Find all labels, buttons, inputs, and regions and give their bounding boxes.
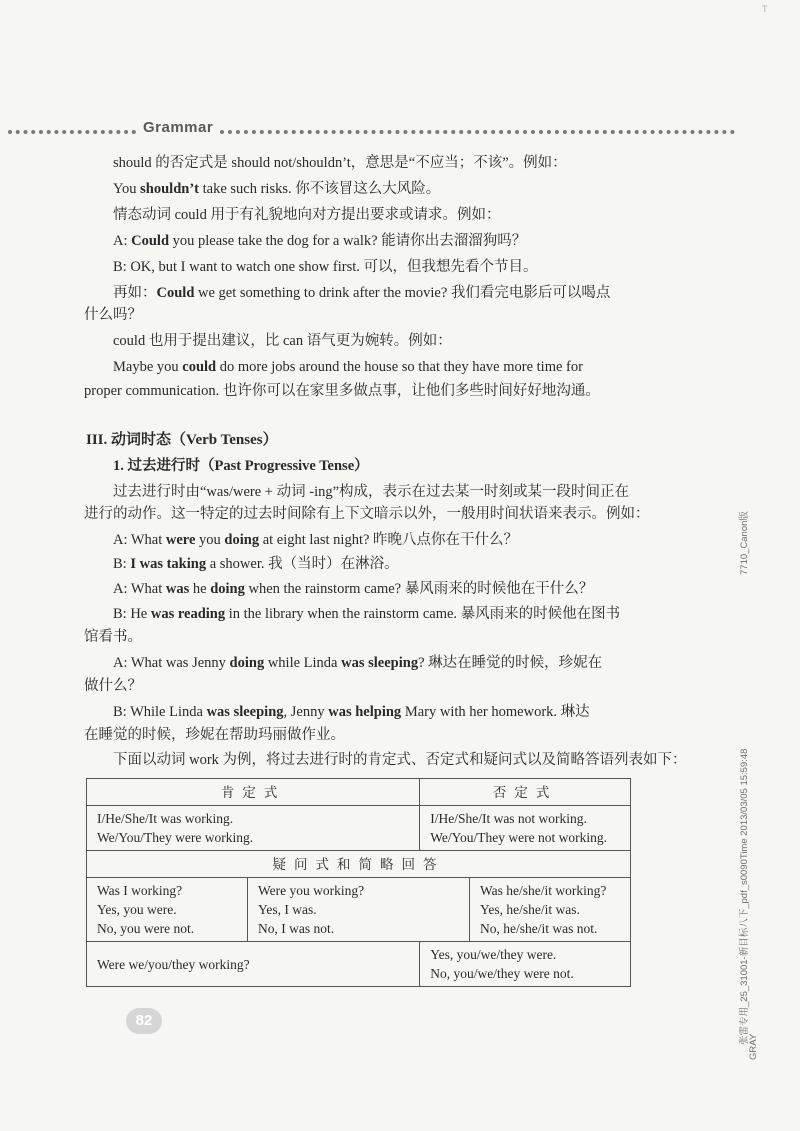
section-heading: III. 动词时态（Verb Tenses） [86, 432, 278, 448]
page-number: 82 [126, 1008, 162, 1034]
side-note: 张雷专用_25_31001-新目标八下_pdf_s0090Time 2013/03/05 15:59:48 [739, 748, 750, 1045]
header-title: Grammar [143, 119, 214, 136]
header-dots-right [220, 120, 735, 134]
text-line: could 也用于提出建议，比 can 语气更为婉转。例如： [113, 333, 452, 349]
side-note: GRAY [748, 1033, 759, 1060]
question-header: 疑问式和简略回答 [87, 851, 631, 878]
question-cell: Were you working? Yes, I was. No, I was not. [248, 878, 470, 942]
affirmative-header: 肯定式 [87, 779, 420, 806]
corner-mark: T [762, 4, 768, 14]
text-line: B: He was reading in the library when the rainstorm came. 暴风雨来的时候他在图书 [113, 606, 621, 622]
text-line: A: What was he doing when the rainstorm came? 暴风雨来的时候他在干什么？ [113, 581, 594, 597]
negative-cell: I/He/She/It was not working. We/You/They were not working. [420, 806, 631, 851]
text-line: 做什么？ [84, 678, 142, 694]
text-line: B: While Linda was sleeping, Jenny was helping Mary with her homework. 琳达 [113, 704, 590, 720]
text-line: A: Could you please take the dog for a walk? 能请你出去溜溜狗吗？ [113, 233, 527, 249]
text-line: 进行的动作。这一特定的过去时间除有上下文暗示以外，一般用时间状语来表示。例如： [84, 506, 650, 522]
text-line: 情态动词 could 用于有礼貌地向对方提出要求或请求。例如： [113, 207, 501, 223]
text-line: B: I was taking a shower. 我（当时）在淋浴。 [113, 556, 399, 572]
affirmative-cell: I/He/She/It was working. We/You/They were working. [87, 806, 420, 851]
answer-cell: Yes, you/we/they were. No, you/we/they were not. [420, 942, 631, 987]
text-line: 过去进行时由“was/were + 动词 -ing”构成，表示在过去某一时刻或某一段时间正在 [113, 484, 630, 500]
text-line: should 的否定式是 should not/shouldn’t，意思是“不应当；不该”。例如： [113, 155, 567, 171]
question-cell: Was he/she/it working? Yes, he/she/it was. No, he/she/it was not. [470, 878, 631, 942]
text-line: proper communication. 也许你可以在家里多做点事，让他们多些时间好好地沟通。 [84, 383, 600, 399]
text-line: 什么吗？ [84, 307, 142, 323]
text-line: Maybe you could do more jobs around the house so that they have more time for [113, 359, 583, 375]
text-line: B: OK, but I want to watch one show first. 可以，但我想先看个节目。 [113, 259, 538, 275]
section-header [0, 112, 800, 142]
question-cell: Was I working? Yes, you were. No, you were not. [87, 878, 248, 942]
header-dots-left [8, 120, 136, 134]
negative-header: 否定式 [420, 779, 631, 806]
text-line: A: What were you doing at eight last night? 昨晚八点你在干什么？ [113, 532, 519, 548]
text-line: A: What was Jenny doing while Linda was sleeping? 琳达在睡觉的时候，珍妮在 [113, 655, 603, 671]
side-note: 7710_Canon版 [739, 511, 750, 575]
text-line: 下面以动词 work 为例，将过去进行时的肯定式、否定式和疑问式以及简略答语列表如下： [113, 752, 687, 768]
text-line: 在睡觉的时候，珍妮在帮助玛丽做作业。 [84, 727, 345, 743]
text-line: 馆看书。 [84, 629, 142, 645]
conjugation-table [86, 778, 631, 987]
question-cell: Were we/you/they working? [87, 942, 420, 987]
subsection-heading: 1. 过去进行时（Past Progressive Tense） [113, 458, 369, 474]
text-line: You shouldn’t take such risks. 你不该冒这么大风险。 [113, 181, 441, 197]
text-line: 再如：Could we get something to drink after the movie? 我们看完电影后可以喝点 [113, 285, 611, 301]
